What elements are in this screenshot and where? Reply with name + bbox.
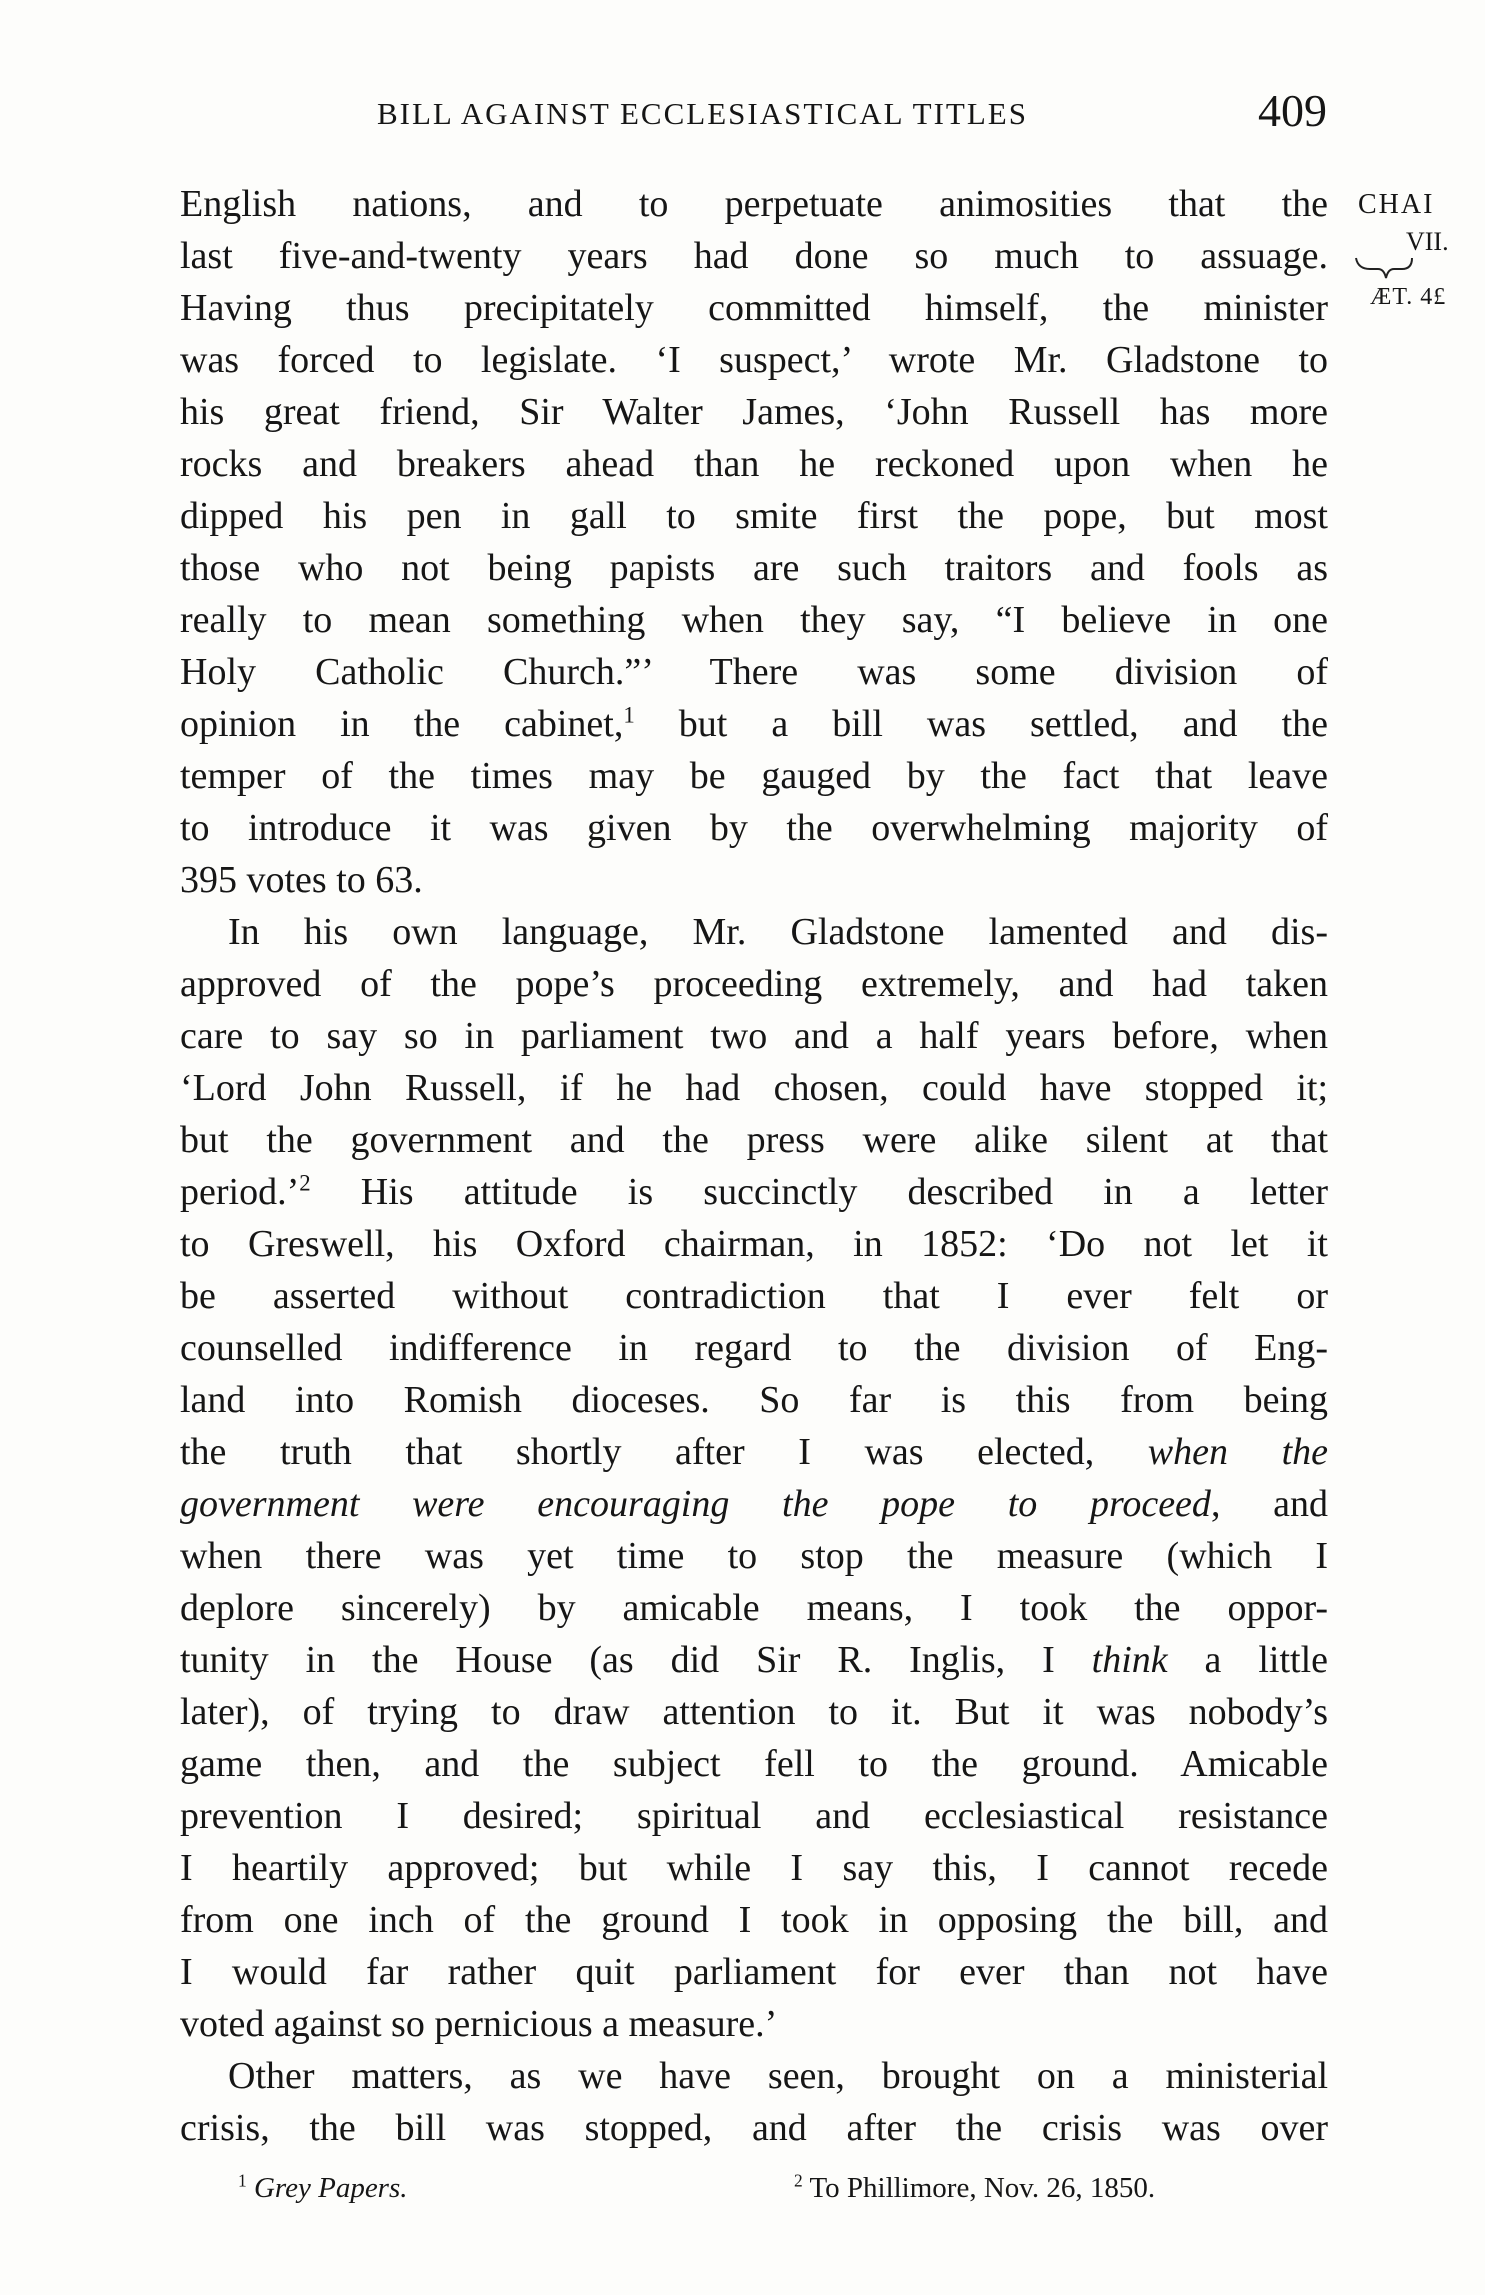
footnote-ref-1: 1 bbox=[623, 702, 635, 728]
text-line bbox=[180, 1478, 1328, 1530]
text-line: 395 votes to 63. bbox=[180, 859, 423, 901]
margin-note bbox=[1358, 186, 1485, 313]
footnote-text: To Phillimore, Nov. 26, 1850. bbox=[809, 2172, 1156, 2204]
text-line: deplore sincerely) by amicable means, I took the oppor- bbox=[180, 1587, 1328, 1629]
text-line: when there was yet time to stop the measure (which I bbox=[180, 1535, 1328, 1577]
text-line: land into Romish dioceses. So far is this from being bbox=[180, 1379, 1328, 1421]
footnote-2 bbox=[794, 2171, 1155, 2206]
page-number: 409 bbox=[1258, 85, 1327, 136]
text-line: to Greswell, his Oxford chairman, in 1852: ‘Do not let it bbox=[180, 1223, 1328, 1265]
brace-icon bbox=[1354, 256, 1414, 282]
footnote-marker: 1 bbox=[238, 2170, 247, 2191]
chapter-number: VII. bbox=[1406, 226, 1449, 256]
text-line: Having thus precipitately committed himself, the minister bbox=[180, 287, 1328, 329]
text-line: I heartily approved; but while I say this, I cannot recede bbox=[180, 1847, 1328, 1889]
footnote-marker: 2 bbox=[794, 2170, 803, 2191]
text-line: voted against so pernicious a measure.’ bbox=[180, 2003, 778, 2045]
text-line: game then, and the subject fell to the ground. Amicable bbox=[180, 1743, 1328, 1785]
text-line: really to mean something when they say, “I believe in one bbox=[180, 599, 1328, 641]
text-line: later), of trying to draw attention to it. But it was nobody’s bbox=[180, 1691, 1328, 1733]
text-segment: but a bill was settled, and the bbox=[634, 703, 1328, 745]
italic-segment: when the bbox=[1147, 1431, 1328, 1473]
text-line: to introduce it was given by the overwhelming majority of bbox=[180, 807, 1328, 849]
text-line bbox=[180, 1634, 1328, 1686]
text-line bbox=[180, 1426, 1328, 1478]
text-line: those who not being papists are such traitors and fools as bbox=[180, 547, 1328, 589]
text-line: In his own language, Mr. Gladstone lamented and dis- bbox=[228, 911, 1328, 953]
text-line bbox=[180, 1166, 1328, 1218]
text-line: dipped his pen in gall to smite first the pope, but most bbox=[180, 495, 1328, 537]
italic-segment: think bbox=[1091, 1639, 1168, 1681]
text-segment: period.’ bbox=[180, 1171, 300, 1213]
italic-segment: government were encouraging the pope to proceed bbox=[180, 1483, 1211, 1525]
running-title: BILL AGAINST ECCLESIASTICAL TITLES bbox=[377, 96, 1028, 131]
text-line: his great friend, Sir Walter James, ‘John Russell has more bbox=[180, 391, 1328, 433]
text-line: last five-and-twenty years had done so much to assuage. bbox=[180, 235, 1328, 277]
text-line: prevention I desired; spiritual and ecclesiastical resistance bbox=[180, 1795, 1328, 1837]
text-segment: tunity in the House (as did Sir R. Inglis, I bbox=[180, 1639, 1092, 1681]
text-line bbox=[180, 698, 1328, 750]
text-segment: a little bbox=[1167, 1639, 1328, 1681]
footnote-text: Grey Papers. bbox=[253, 2172, 408, 2204]
text-segment: opinion in the cabinet, bbox=[180, 703, 624, 745]
text-line: was forced to legislate. ‘I suspect,’ wrote Mr. Gladstone to bbox=[180, 339, 1328, 381]
footnote-ref-2: 2 bbox=[299, 1170, 311, 1196]
text-line: but the government and the press were alike silent at that bbox=[180, 1119, 1328, 1161]
chapter-label: CHAI bbox=[1358, 189, 1435, 220]
text-line: rocks and breakers ahead than he reckoned upon when he bbox=[180, 443, 1328, 485]
text-line: be asserted without contradiction that I ever felt or bbox=[180, 1275, 1328, 1317]
text-line: Holy Catholic Church.”’ There was some division of bbox=[180, 651, 1328, 693]
text-line: English nations, and to perpetuate animosities that the bbox=[180, 183, 1328, 225]
text-line: counselled indifference in regard to the division of Eng- bbox=[180, 1327, 1328, 1369]
body-text bbox=[180, 178, 1328, 2154]
text-line: I would far rather quit parliament for ever than not have bbox=[180, 1951, 1328, 1993]
text-line: from one inch of the ground I took in opposing the bill, and bbox=[180, 1899, 1328, 1941]
text-line: care to say so in parliament two and a half years before, when bbox=[180, 1015, 1328, 1057]
text-line: ‘Lord John Russell, if he had chosen, could have stopped it; bbox=[180, 1067, 1328, 1109]
age-label: ÆT. 4£ bbox=[1370, 283, 1447, 310]
text-line: crisis, the bill was stopped, and after the crisis was over bbox=[180, 2107, 1328, 2149]
text-line: temper of the times may be gauged by the fact that leave bbox=[180, 755, 1328, 797]
text-line: Other matters, as we have seen, brought on a ministerial bbox=[228, 2055, 1328, 2097]
text-segment: His attitude is succinctly described in a letter bbox=[310, 1171, 1328, 1213]
text-line: approved of the pope’s proceeding extremely, and had taken bbox=[180, 963, 1328, 1005]
footnote-1 bbox=[238, 2171, 408, 2206]
text-segment: the truth that shortly after I was elected, bbox=[180, 1431, 1148, 1473]
text-segment: , and bbox=[1210, 1483, 1328, 1525]
